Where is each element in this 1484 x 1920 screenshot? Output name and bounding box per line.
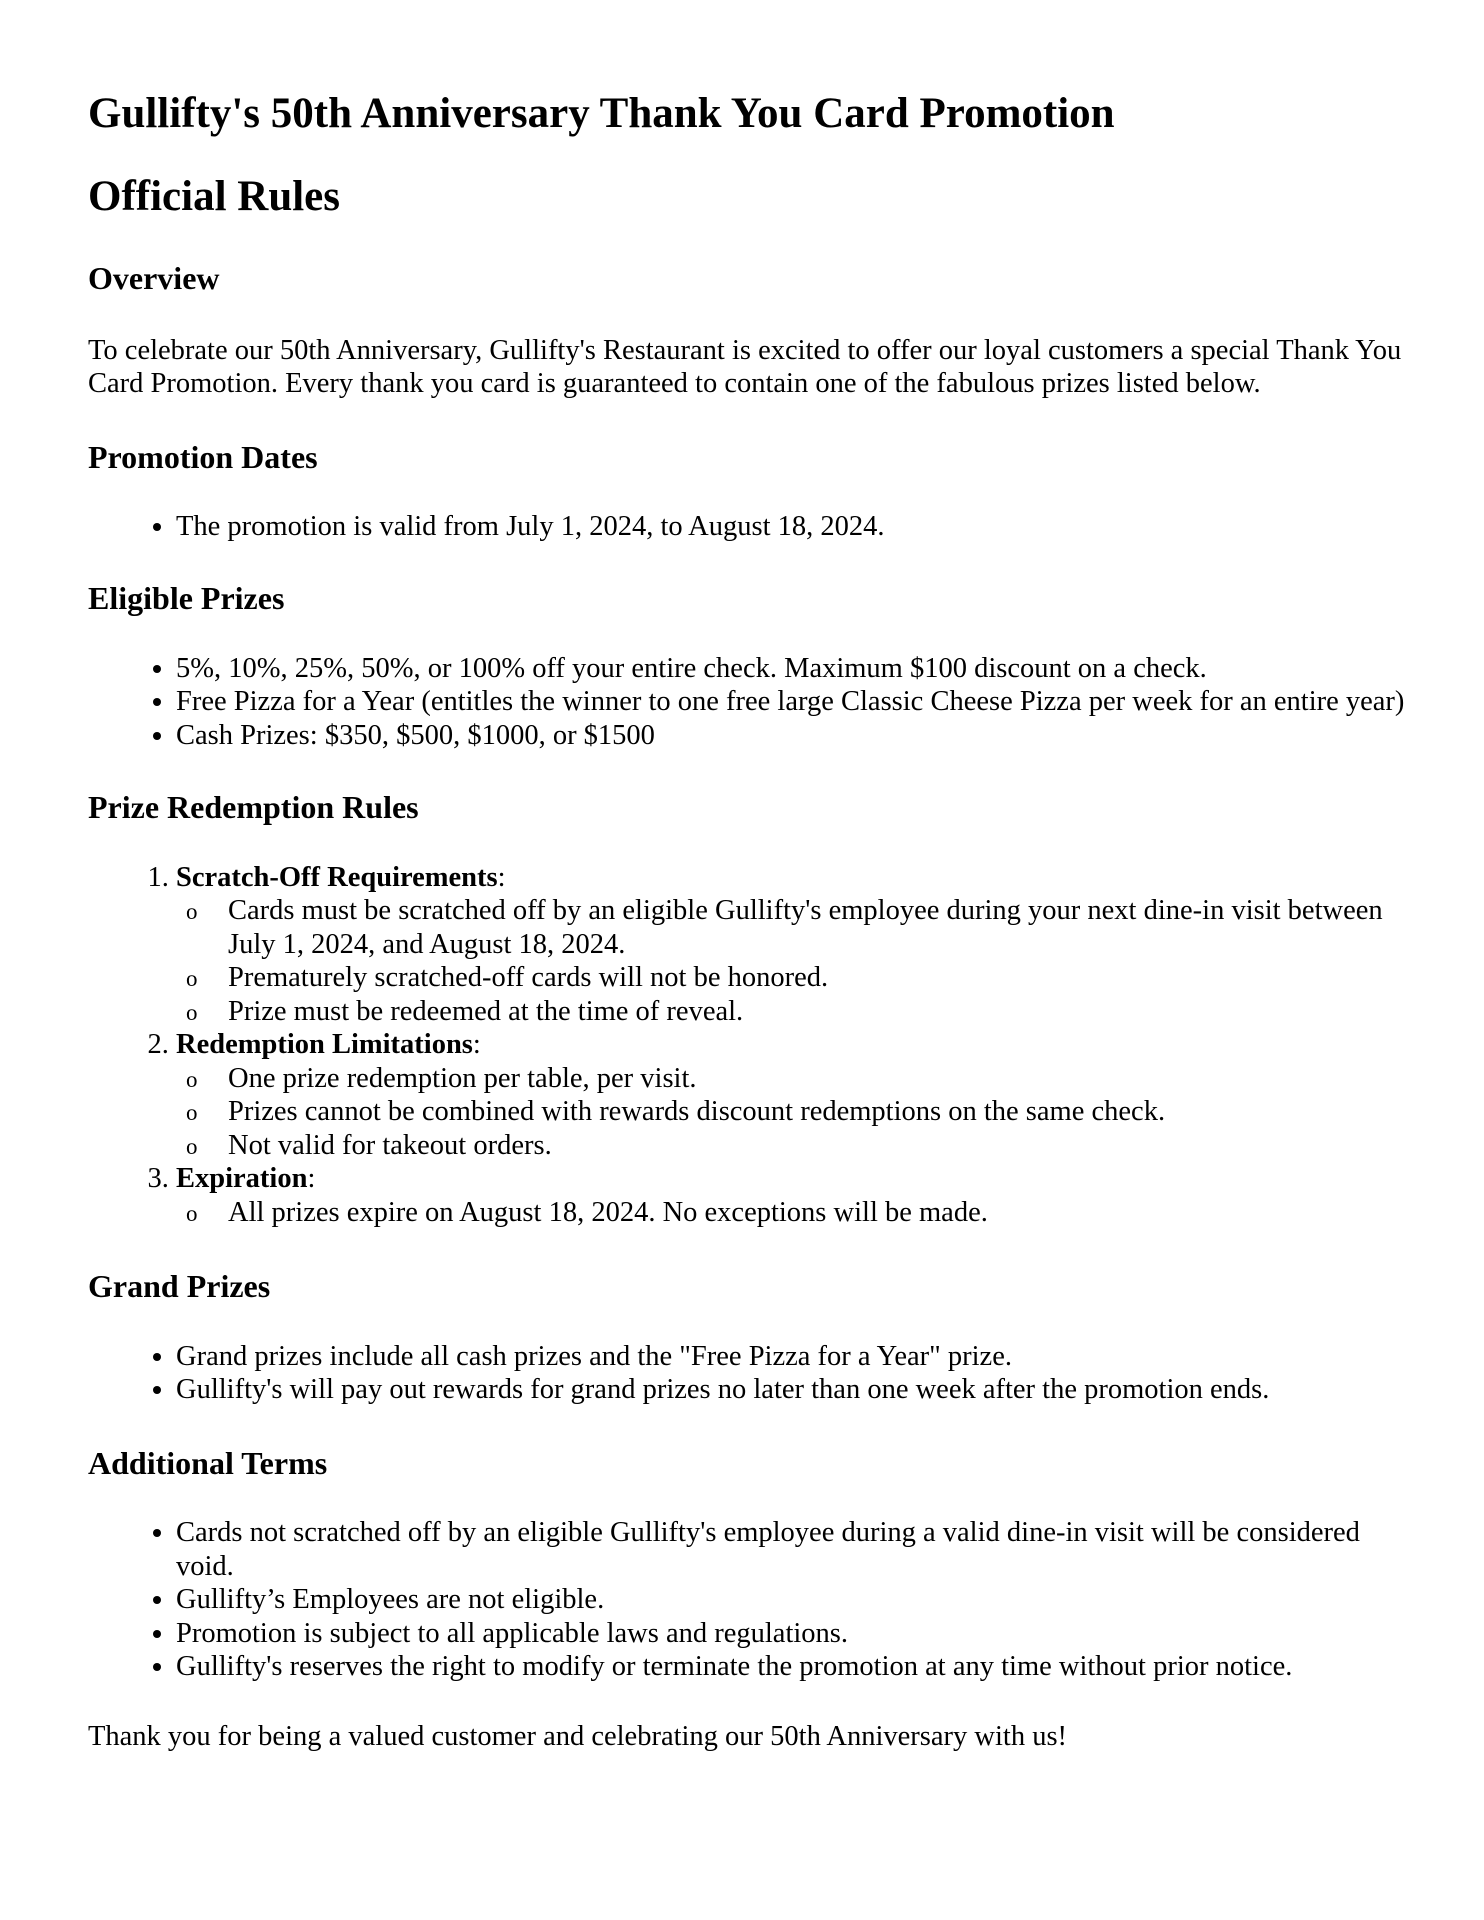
list-item: o Cards must be scratched off by an eligible Gullifty's employee during your next dine-in visit between July 1, 2024, and August 18, 2024. bbox=[228, 894, 1424, 961]
list-item: o Prematurely scratched-off cards will not be honored. bbox=[228, 961, 1424, 995]
overview-text: To celebrate our 50th Anniversary, Gullifty's Restaurant is excited to offer our loyal customers a special Thank You Card Promotion. Every thank you card is guaranteed to contain one of the fabulous prizes listed below. bbox=[88, 334, 1402, 400]
promotion-dates-heading: Promotion Dates bbox=[88, 438, 318, 475]
redemption-rule: 3. Expiration: o All prizes expire on August 18, 2024. No exceptions will be made. bbox=[176, 1162, 1424, 1229]
redemption-rule: 1. Scratch-Off Requirements: o Cards must be scratched off by an eligible Gullifty's employee during your next dine-in visit between July 1, 2024, and August 18, 2024. o Prematurely scratched-off cards will not be honored. o Prize must be redeemed at the time of reveal. bbox=[176, 861, 1424, 1029]
list-item: • Gullifty’s Employees are not eligible. bbox=[176, 1583, 1424, 1617]
grand-prizes-list bbox=[88, 1340, 1424, 1407]
closing-text: Thank you for being a valued customer and celebrating our 50th Anniversary with us! bbox=[88, 1720, 1068, 1752]
prize-redemption-list bbox=[88, 861, 1424, 1230]
list-item: • Gullifty's will pay out rewards for grand prizes no later than one week after the promotion ends. bbox=[176, 1373, 1424, 1407]
overview-heading: Overview bbox=[88, 260, 220, 297]
rule-title: Redemption Limitations bbox=[176, 1029, 473, 1061]
additional-terms-list bbox=[88, 1516, 1424, 1684]
eligible-prizes-heading: Eligible Prizes bbox=[88, 580, 285, 617]
list-item: • Free Pizza for a Year (entitles the winner to one free large Classic Cheese Pizza per week for an entire year) bbox=[176, 685, 1424, 719]
rule-sublist bbox=[176, 1196, 1424, 1230]
list-item: • Grand prizes include all cash prizes and the "Free Pizza for a Year" prize. bbox=[176, 1340, 1424, 1374]
rule-sublist bbox=[176, 1062, 1424, 1163]
grand-prizes-heading: Grand Prizes bbox=[88, 1268, 271, 1305]
list-item: o Not valid for takeout orders. bbox=[228, 1129, 1424, 1163]
document-title: Gullifty's 50th Anniversary Thank You Card Promotion bbox=[88, 90, 1115, 137]
list-item: • Gullifty's reserves the right to modify or terminate the promotion at any time without prior notice. bbox=[176, 1650, 1424, 1684]
document-subtitle: Official Rules bbox=[88, 172, 340, 220]
list-item: • 5%, 10%, 25%, 50%, or 100% off your entire check. Maximum $100 discount on a check. bbox=[176, 652, 1424, 686]
rule-title: Scratch-Off Requirements bbox=[176, 861, 498, 893]
list-item: o Prize must be redeemed at the time of reveal. bbox=[228, 995, 1424, 1029]
redemption-rule: 2. Redemption Limitations: o One prize redemption per table, per visit. o Prizes cannot be combined with rewards discount redemptions on the same check. o Not valid for takeout orders. bbox=[176, 1028, 1424, 1162]
list-item: • Promotion is subject to all applicable laws and regulations. bbox=[176, 1617, 1424, 1651]
list-item: • The promotion is valid from July 1, 2024, to August 18, 2024. bbox=[176, 510, 1424, 544]
rule-title: Expiration bbox=[176, 1163, 308, 1195]
list-item: o All prizes expire on August 18, 2024. No exceptions will be made. bbox=[228, 1196, 1424, 1230]
list-item: o One prize redemption per table, per visit. bbox=[228, 1062, 1424, 1096]
eligible-prizes-list bbox=[88, 652, 1424, 753]
list-item: • Cash Prizes: $350, $500, $1000, or $1500 bbox=[176, 719, 1424, 753]
rule-sublist bbox=[176, 894, 1424, 1028]
list-item: o Prizes cannot be combined with rewards discount redemptions on the same check. bbox=[228, 1095, 1424, 1129]
additional-terms-heading: Additional Terms bbox=[88, 1444, 328, 1481]
prize-redemption-heading: Prize Redemption Rules bbox=[88, 789, 419, 826]
promotion-dates-list bbox=[88, 510, 1424, 544]
list-item: • Cards not scratched off by an eligible Gullifty's employee during a valid dine-in visit will be considered void. bbox=[176, 1516, 1424, 1583]
